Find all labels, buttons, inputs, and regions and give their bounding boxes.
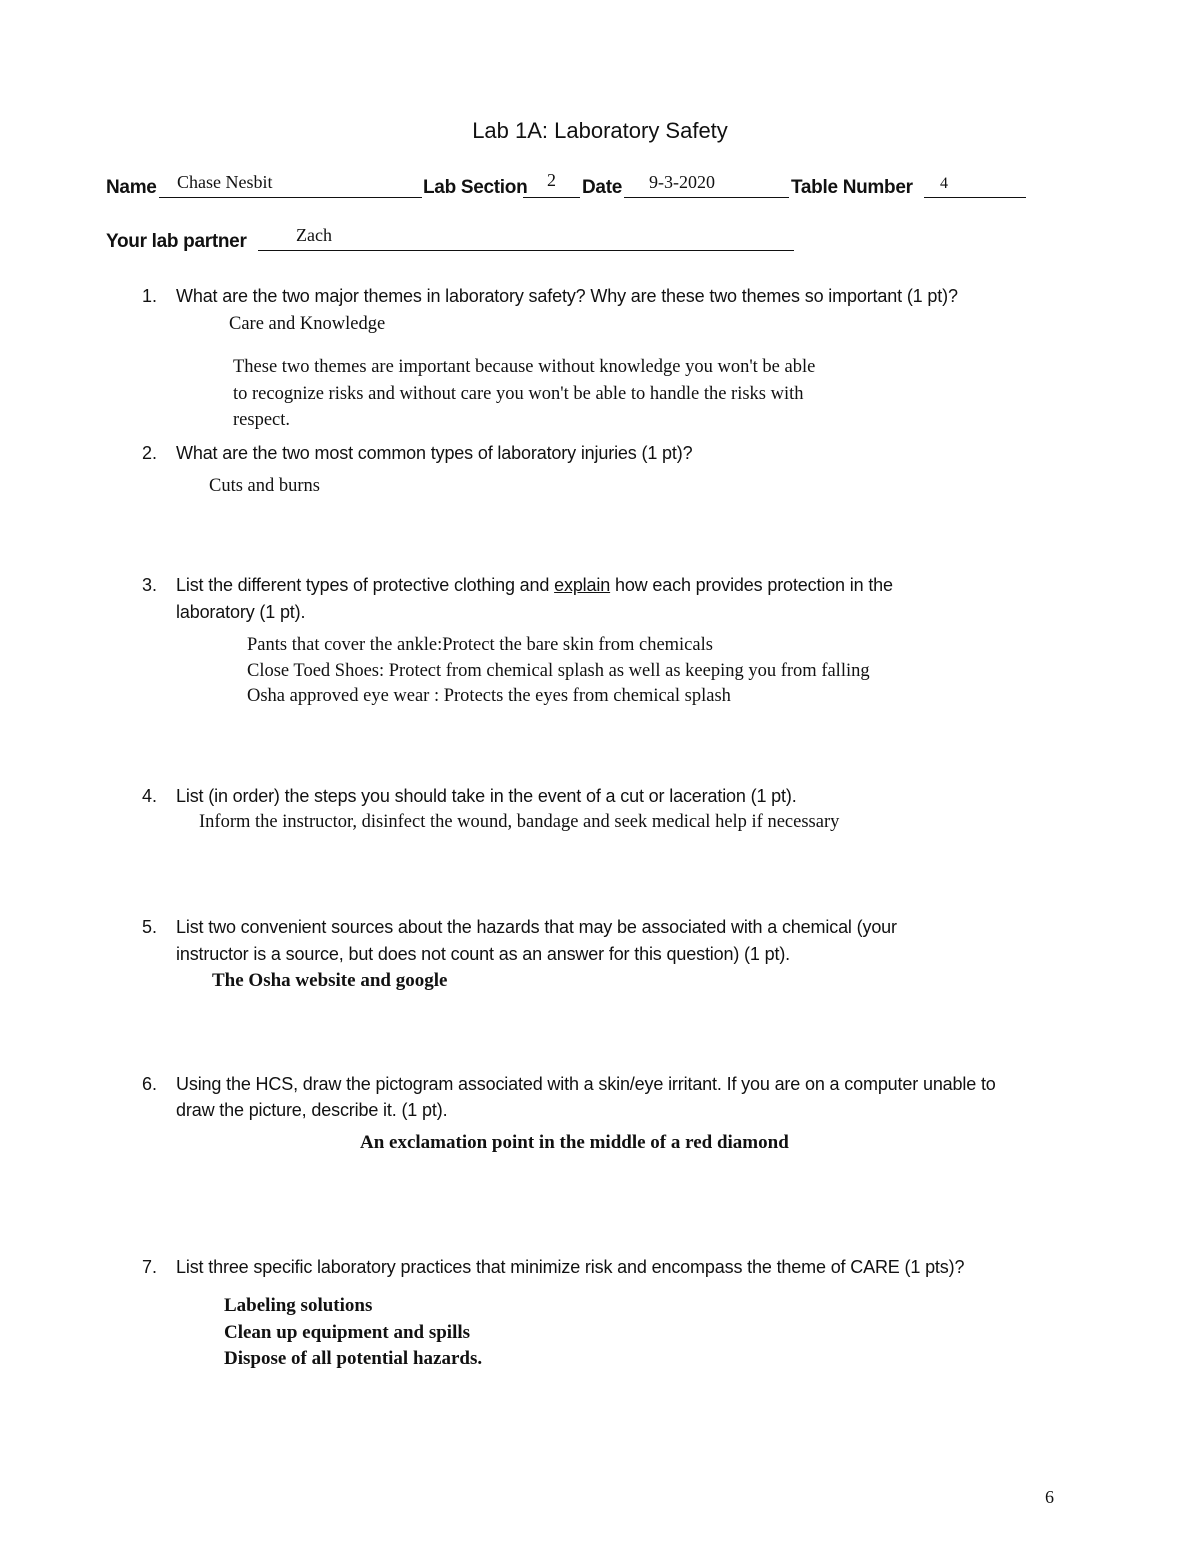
- question-text: draw the picture, describe it. (1 pt).: [176, 1100, 448, 1120]
- lab-section-field-line: [523, 197, 580, 198]
- question-text-part: how each provides protection in the: [610, 575, 893, 595]
- question-text: List (in order) the steps you should take in the event of a cut or laceration (1 pt).: [176, 786, 797, 806]
- underlined-word: explain: [554, 575, 611, 595]
- question-number: 3.: [142, 575, 158, 595]
- question-number: 5.: [142, 917, 158, 937]
- answer-text: Labeling solutions: [224, 1295, 373, 1316]
- answer-text: to recognize risks and without care you won't be able to handle the risks with: [233, 384, 804, 404]
- question-number: 1.: [142, 286, 158, 306]
- question-text: List two convenient sources about the hazards that may be associated with a chemical (your: [176, 917, 897, 937]
- answer-text: These two themes are important because without knowledge you won't be able: [233, 357, 816, 377]
- question-number: 4.: [142, 786, 158, 806]
- question-text: Using the HCS, draw the pictogram associated with a skin/eye irritant. If you are on a computer unable to: [176, 1074, 996, 1094]
- name-label: Name: [106, 177, 157, 198]
- lab-partner-field-line: [258, 250, 794, 251]
- name-field-line: [159, 197, 422, 198]
- answer-text: Osha approved eye wear : Protects the eyes from chemical splash: [247, 686, 731, 706]
- lab-section-label: Lab Section: [423, 177, 528, 198]
- lab-partner-value[interactable]: Zach: [296, 225, 332, 245]
- question-text: What are the two most common types of laboratory injuries (1 pt)?: [176, 443, 693, 463]
- name-value[interactable]: Chase Nesbit: [177, 172, 273, 192]
- page-title: Lab 1A: Laboratory Safety: [472, 118, 728, 143]
- date-value[interactable]: 9-3-2020: [649, 172, 715, 192]
- table-number-label: Table Number: [791, 177, 913, 198]
- page-number: 6: [1045, 1487, 1054, 1507]
- question-number: 6.: [142, 1074, 158, 1094]
- date-label: Date: [582, 177, 622, 198]
- question-number: 7.: [142, 1257, 158, 1277]
- answer-text: An exclamation point in the middle of a red diamond: [360, 1132, 789, 1153]
- question-text: laboratory (1 pt).: [176, 602, 306, 622]
- question-text: What are the two major themes in laboratory safety? Why are these two themes so important (1 pt)?: [176, 286, 958, 306]
- question-text: List three specific laboratory practices that minimize risk and encompass the theme of CARE (1 pts)?: [176, 1257, 965, 1277]
- lab-section-value[interactable]: 2: [547, 170, 556, 190]
- answer-text: Inform the instructor, disinfect the wound, bandage and seek medical help if necessary: [199, 812, 840, 832]
- date-field-line: [624, 197, 789, 198]
- table-number-field-line: [924, 197, 1026, 198]
- answer-text: respect.: [233, 410, 291, 430]
- question-text: instructor is a source, but does not count as an answer for this question) (1 pt).: [176, 944, 791, 964]
- answer-text: Pants that cover the ankle:Protect the bare skin from chemicals: [247, 635, 713, 655]
- question-number: 2.: [142, 443, 158, 463]
- answer-text: The Osha website and google: [212, 970, 448, 991]
- question-text: [176, 575, 893, 596]
- answer-text: Clean up equipment and spills: [224, 1322, 471, 1343]
- answer-text: Dispose of all potential hazards.: [224, 1348, 483, 1369]
- question-text-part: List the different types of protective clothing and: [176, 575, 555, 595]
- lab-partner-label: Your lab partner: [106, 231, 247, 252]
- answer-text: Care and Knowledge: [229, 314, 386, 334]
- answer-text: Cuts and burns: [209, 476, 320, 496]
- answer-text: Close Toed Shoes: Protect from chemical splash as well as keeping you from falling: [247, 661, 870, 681]
- table-number-value[interactable]: 4: [940, 175, 948, 192]
